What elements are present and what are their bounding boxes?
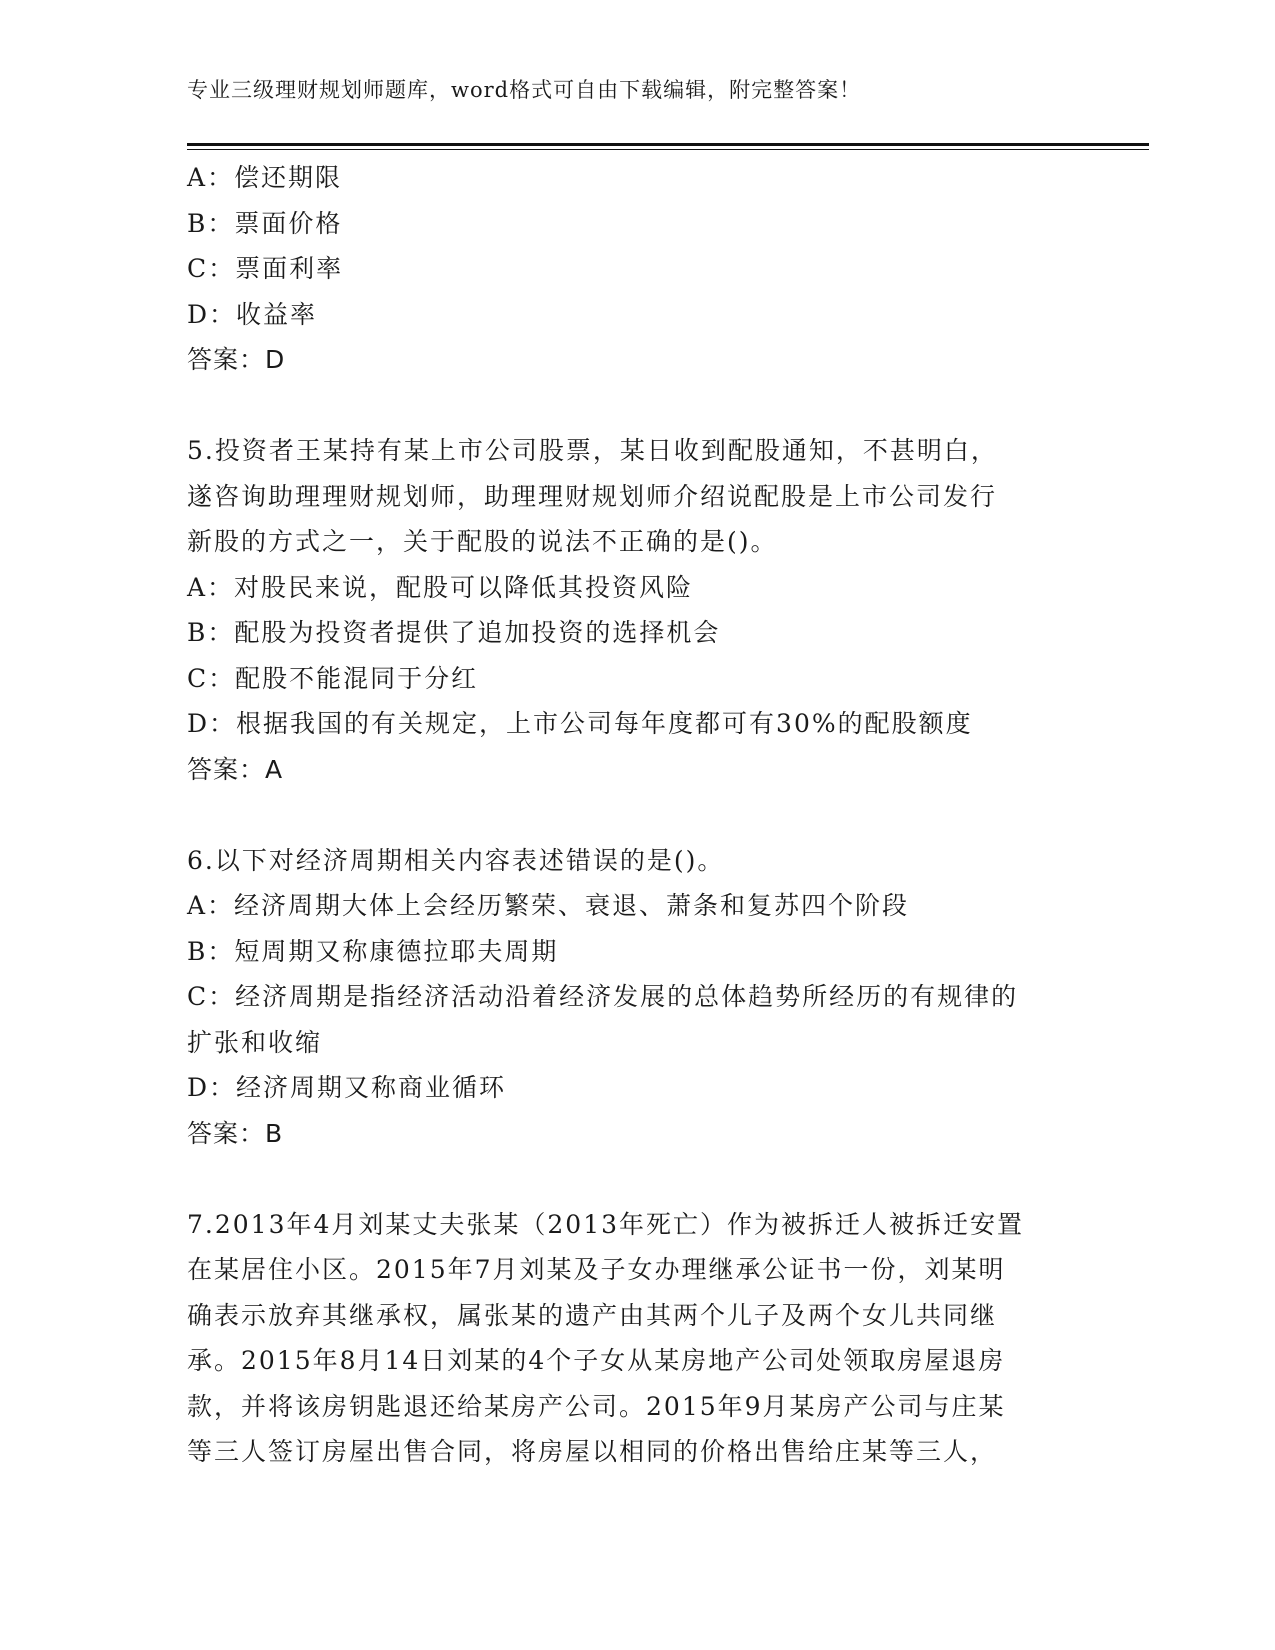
option-c: C：配股不能混同于分红 [187, 663, 479, 693]
option-d: D：收益率 [187, 299, 318, 329]
page-header: 专业三级理财规划师题库，word格式可自由下载编辑，附完整答案！ [187, 78, 862, 102]
question-stem-line: 款，并将该房钥匙退还给某房产公司。2015年9月某房产公司与庄某 [187, 1391, 1006, 1421]
answer: 答案：A [187, 754, 284, 784]
answer: 答案：B [187, 1118, 284, 1148]
question-content [187, 155, 1087, 1475]
option-c-continued: 扩张和收缩 [187, 1027, 323, 1057]
question-stem-line: 新股的方式之一，关于配股的说法不正确的是()。 [187, 527, 778, 556]
header-rule-thin [187, 149, 1149, 150]
option-d: D：经济周期又称商业循环 [187, 1073, 507, 1102]
question-4 [187, 155, 1087, 383]
question-7 [187, 1202, 1087, 1475]
question-stem-line: 确表示放弃其继承权，属张某的遗产由其两个儿子及两个女儿共同继 [187, 1300, 998, 1330]
question-stem-line: 在某居住小区。2015年7月刘某及子女办理继承公证书一份，刘某明 [187, 1255, 1006, 1284]
option-b: B：票面价格 [187, 208, 343, 238]
question-5 [187, 428, 1087, 792]
question-stem-line: 7.2013年4月刘某丈夫张某（2013年死亡）作为被拆迁人被拆迁安置 [187, 1209, 1025, 1239]
question-6 [187, 838, 1087, 1157]
option-a: A：经济周期大体上会经历繁荣、衰退、萧条和复苏四个阶段 [187, 891, 910, 920]
answer: 答案：D [187, 345, 286, 374]
question-stem-line: 遂咨询助理理财规划师，助理理财规划师介绍说配股是上市公司发行 [187, 481, 998, 511]
question-stem-line: 等三人签订房屋出售合同，将房屋以相同的价格出售给庄某等三人， [187, 1437, 998, 1466]
option-d: D：根据我国的有关规定，上市公司每年度都可有30%的配股额度 [187, 709, 973, 738]
option-a: A：偿还期限 [187, 163, 343, 192]
question-stem-line: 承。2015年8月14日刘某的4个子女从某房地产公司处领取房屋退房 [187, 1346, 1006, 1375]
option-b: B：短周期又称康德拉耶夫周期 [187, 936, 559, 966]
spacer [187, 1156, 1087, 1202]
spacer [187, 792, 1087, 838]
question-stem-line: 6.以下对经济周期相关内容表述错误的是()。 [187, 845, 725, 875]
question-stem-line: 5.投资者王某持有某上市公司股票，某日收到配股通知，不甚明白， [187, 436, 998, 465]
option-c: C：经济周期是指经济活动沿着经济发展的总体趋势所经历的有规律的 [187, 982, 1019, 1011]
header-rule-thick [187, 143, 1149, 146]
spacer [187, 383, 1087, 429]
option-c: C：票面利率 [187, 254, 344, 283]
option-a: A：对股民来说，配股可以降低其投资风险 [187, 572, 694, 602]
option-b: B：配股为投资者提供了追加投资的选择机会 [187, 618, 721, 647]
